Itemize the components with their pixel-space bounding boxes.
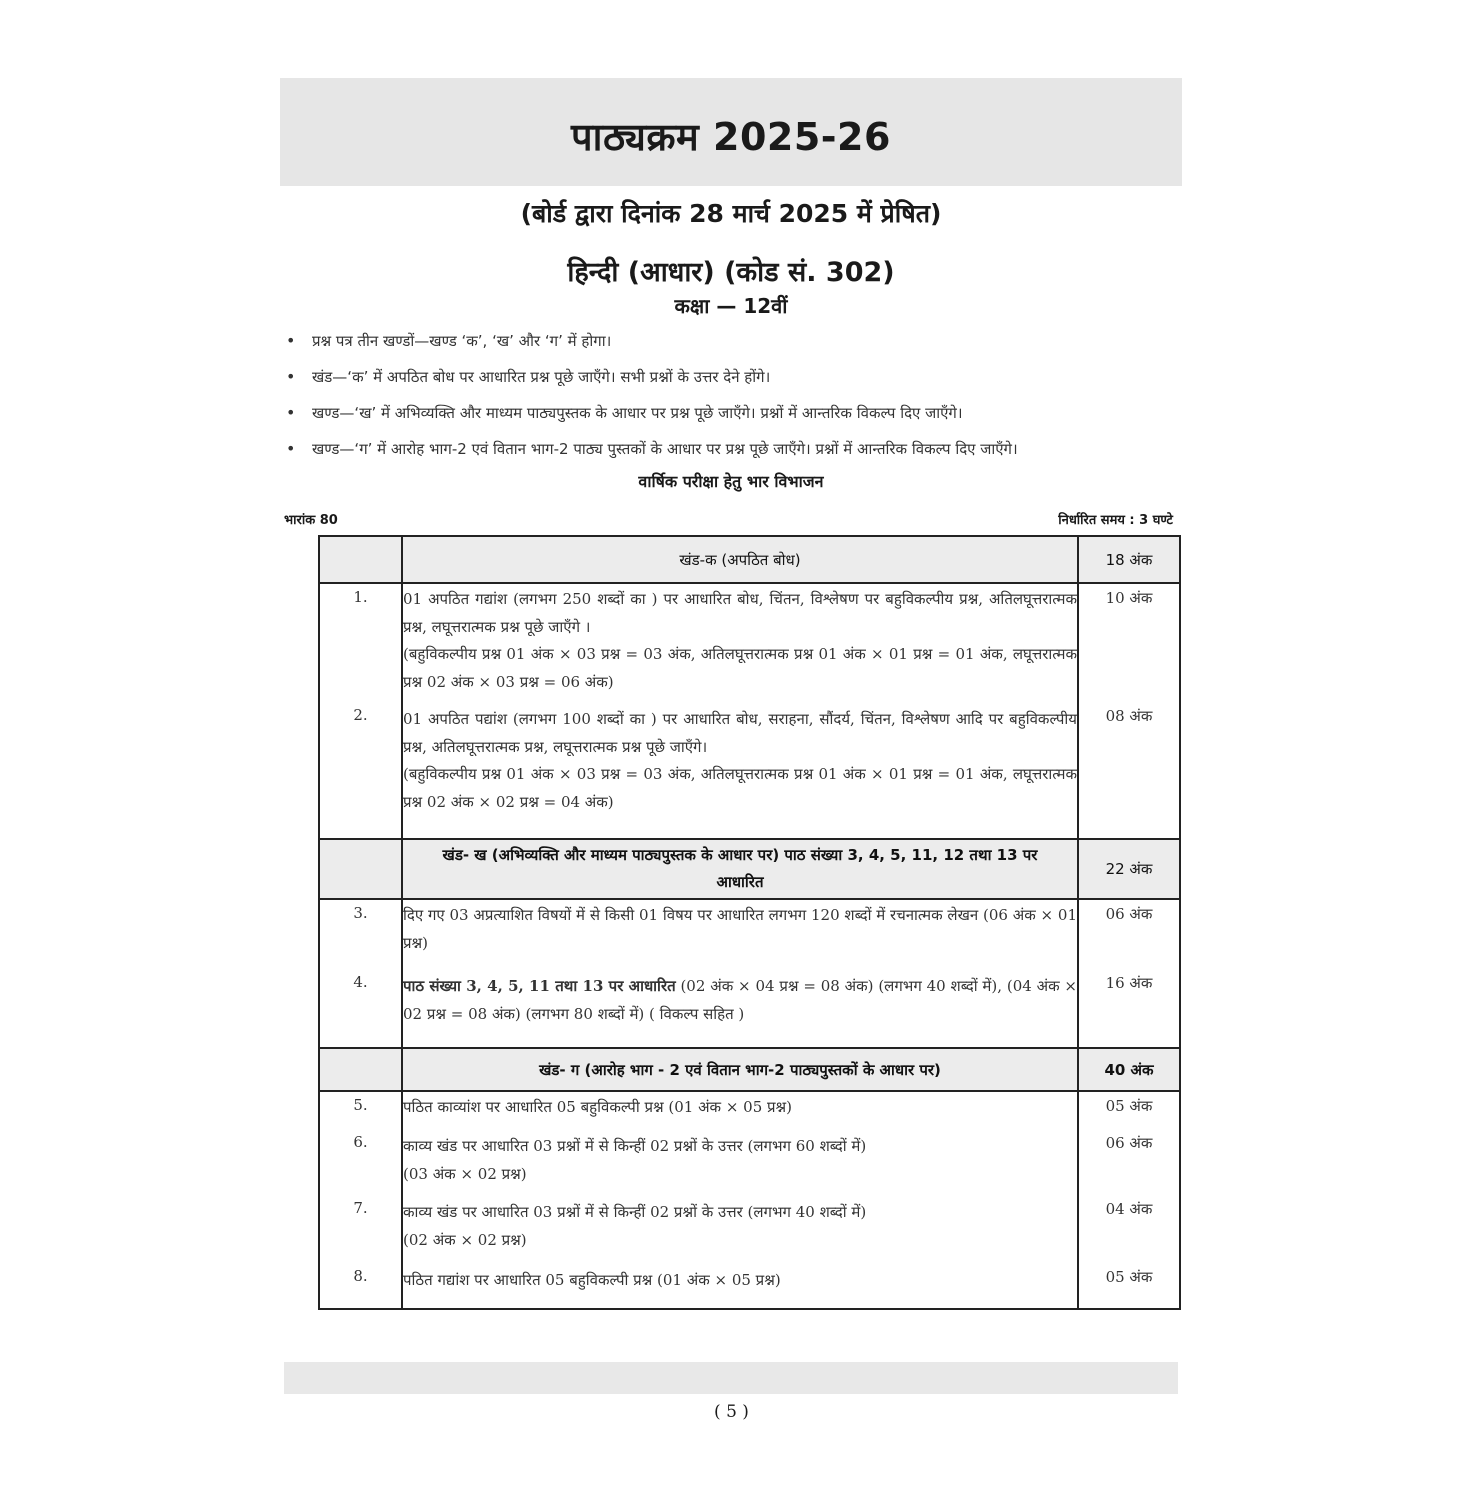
subject-heading: हिन्दी (आधार) (कोड सं. 302)	[567, 257, 895, 288]
section-ka-marks: 18 अंक	[1078, 536, 1180, 583]
question-text: पठित गद्यांश पर आधारित 05 बहुविकल्पी प्रश्न (01 अंक × 05 प्रश्न)	[402, 1267, 1078, 1309]
instruction-list	[284, 330, 1184, 474]
question-text: पठित काव्यांश पर आधारित 05 बहुविकल्पी प्रश्न (01 अंक × 05 प्रश्न)	[402, 1091, 1078, 1133]
instruction-item: • खण्ड—‘ग’ में आरोह भाग-2 एवं वितान भाग-2 पाठ्य पुस्तकों के आधार पर प्रश्न पूछे जाएँगे। प्रश्नों में आन्तरिक विकल्प दिए जाएँगे।	[284, 438, 1184, 474]
question-marks: 10 अंक	[1078, 583, 1180, 706]
table-row	[319, 899, 1180, 973]
question-line: 01 अपठित पद्यांश (लगभग 100 शब्दों का ) पर आधारित बोध, सराहना, सौंदर्य, चिंतन, विश्लेषण आदि पर बहुविकल्पीय प्रश्न, अतिलघूत्तरात्मक प्रश्न, लघूत्तरात्मक प्रश्न पूछे जाएँगे।	[403, 710, 1077, 756]
table-cell	[319, 1048, 402, 1091]
question-line: 01 अपठित गद्यांश (लगभग 250 शब्दों का ) पर आधारित बोध, चिंतन, विश्लेषण पर बहुविकल्पीय प्रश्न, अतिलघूत्तरात्मक प्रश्न, लघूत्तरात्मक प्रश्न पूछे जाएँगे ।	[403, 590, 1077, 636]
question-text: दिए गए 03 अप्रत्याशित विषयों में से किसी 01 विषय पर आधारित लगभग 120 शब्दों में रचनात्मक लेखन (06 अंक × 01 प्रश्न)	[402, 899, 1078, 973]
table-row	[319, 706, 1180, 839]
marks-distribution-table	[318, 535, 1181, 1310]
table-row	[319, 1267, 1180, 1309]
instruction-item: • खंड—‘क’ में अपठित बोध पर आधारित प्रश्न पूछे जाएँगे। सभी प्रश्नों के उत्तर देने होंगे।	[284, 366, 1184, 402]
time-allowed: निर्धारित समय : 3 घण्टे	[1058, 513, 1173, 528]
footer-band	[284, 1362, 1178, 1394]
table-row	[319, 1133, 1180, 1199]
question-marks: 08 अंक	[1078, 706, 1180, 839]
class-heading: कक्षा — 12वीं	[674, 294, 788, 318]
instruction-item: • खण्ड—‘ख’ में अभिव्यक्ति और माध्यम पाठ्यपुस्तक के आधार पर प्रश्न पूछे जाएँगे। प्रश्नों में आन्तरिक विकल्प दिए जाएँगे।	[284, 402, 1184, 438]
page-subtitle: (बोर्ड द्वारा दिनांक 28 मार्च 2025 में प्रेषित)	[520, 199, 942, 228]
question-number: 1.	[319, 583, 402, 706]
section-header-row	[319, 1048, 1180, 1091]
question-line: (बहुविकल्पीय प्रश्न 01 अंक × 03 प्रश्न = 03 अंक, अतिलघूत्तरात्मक प्रश्न 01 अंक × 01 प्रश्न = 01 अंक, लघूत्तरात्मक प्रश्न 02 अंक × 02 प्रश्न = 04 अंक)	[403, 765, 1077, 811]
question-text	[402, 583, 1078, 706]
section-header-row	[319, 536, 1180, 583]
page-title: पाठ्यक्रम 2025-26	[571, 115, 891, 159]
section-ka-heading: खंड-क (अपठित बोध)	[402, 536, 1078, 583]
question-text	[402, 1199, 1078, 1267]
question-line: काव्य खंड पर आधारित 03 प्रश्नों में से किन्हीं 02 प्रश्नों के उत्तर (लगभग 40 शब्दों में)	[403, 1203, 867, 1221]
question-text	[402, 706, 1078, 839]
question-bold-text: पाठ संख्या 3, 4, 5, 11 तथा 13 पर आधारित	[403, 977, 676, 995]
question-number: 3.	[319, 899, 402, 973]
section-kha-marks: 22 अंक	[1078, 839, 1180, 899]
question-marks: 06 अंक	[1078, 899, 1180, 973]
question-marks: 05 अंक	[1078, 1091, 1180, 1133]
table-row	[319, 973, 1180, 1048]
table-cell	[319, 536, 402, 583]
question-number: 7.	[319, 1199, 402, 1267]
question-number: 4.	[319, 973, 402, 1048]
question-number: 6.	[319, 1133, 402, 1199]
question-detail-text: (02 अंक × 04 प्रश्न = 08 अंक) (लगभग 40 शब्दों में), (04 अंक × 02 प्रश्न = 08 अंक) (लगभग 80 शब्दों में) ( विकल्प सहित )	[403, 977, 1078, 1023]
question-marks: 04 अंक	[1078, 1199, 1180, 1267]
question-text	[402, 973, 1078, 1048]
question-marks: 05 अंक	[1078, 1267, 1180, 1309]
distribution-title: वार्षिक परीक्षा हेतु भार विभाजन	[638, 472, 824, 491]
question-marks: 06 अंक	[1078, 1133, 1180, 1199]
total-marks: भारांक 80	[284, 513, 338, 528]
table-row	[319, 1091, 1180, 1133]
section-header-row	[319, 839, 1180, 899]
section-ga-marks: 40 अंक	[1078, 1048, 1180, 1091]
section-kha-heading: खंड- ख (अभिव्यक्ति और माध्यम पाठ्यपुस्तक के आधार पर) पाठ संख्या 3, 4, 5, 11, 12 तथा 13 पर आधारित	[402, 839, 1078, 899]
page-number: ( 5 )	[714, 1402, 749, 1422]
table-row	[319, 583, 1180, 706]
section-ga-heading: खंड- ग (आरोह भाग - 2 एवं वितान भाग-2 पाठ्यपुस्तकों के आधार पर)	[402, 1048, 1078, 1091]
instruction-item: • प्रश्न पत्र तीन खण्डों—खण्ड ‘क’, ‘ख’ और ‘ग’ में होगा।	[284, 330, 1184, 366]
question-text	[402, 1133, 1078, 1199]
question-line: (02 अंक × 02 प्रश्न)	[403, 1230, 527, 1249]
question-number: 5.	[319, 1091, 402, 1133]
question-line: (03 अंक × 02 प्रश्न)	[403, 1164, 527, 1183]
question-line: काव्य खंड पर आधारित 03 प्रश्नों में से किन्हीं 02 प्रश्नों के उत्तर (लगभग 60 शब्दों में)	[403, 1137, 867, 1155]
question-line: (बहुविकल्पीय प्रश्न 01 अंक × 03 प्रश्न = 03 अंक, अतिलघूत्तरात्मक प्रश्न 01 अंक × 01 प्रश्न = 01 अंक, लघूत्तरात्मक प्रश्न 02 अंक × 03 प्रश्न = 06 अंक)	[403, 645, 1077, 691]
question-marks: 16 अंक	[1078, 973, 1180, 1048]
question-number: 8.	[319, 1267, 402, 1309]
title-band	[280, 78, 1182, 186]
table-row	[319, 1199, 1180, 1267]
question-number: 2.	[319, 706, 402, 839]
table-cell	[319, 839, 402, 899]
